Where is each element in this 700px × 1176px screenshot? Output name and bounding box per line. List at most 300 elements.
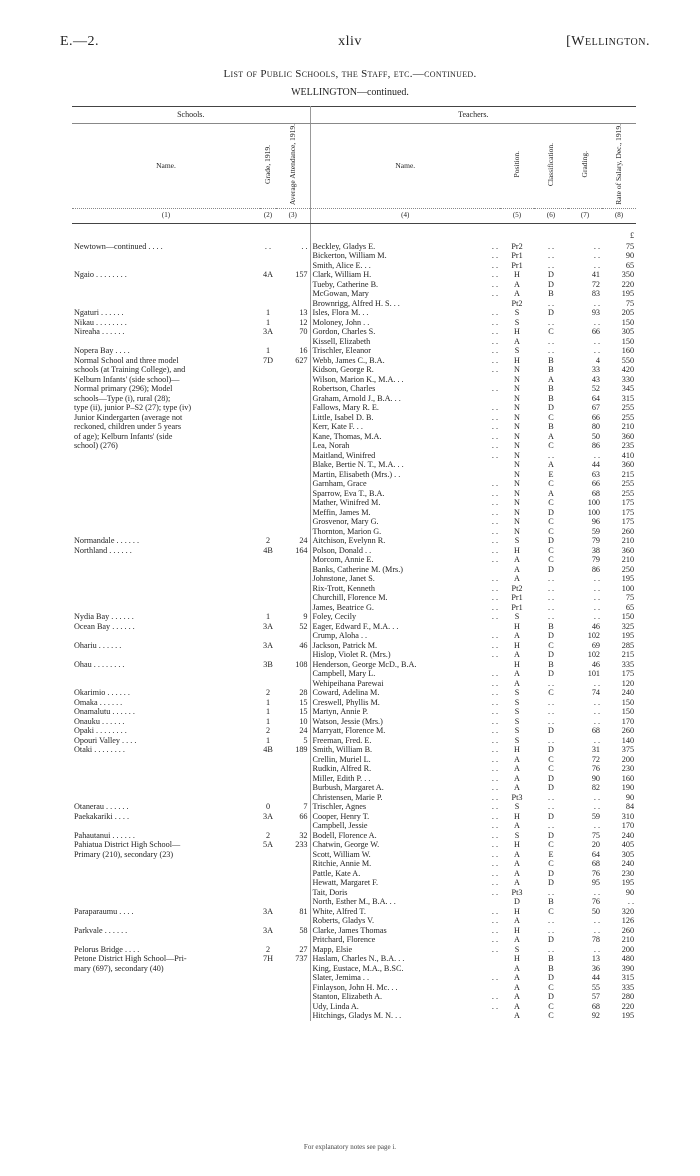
leader-dots: . . — [491, 773, 499, 783]
salary-header: Rate of Salary, Dec., 1919. — [614, 124, 624, 205]
position-cell: N — [514, 422, 520, 432]
table-row — [72, 1002, 636, 1012]
grading-cell: . . — [593, 887, 601, 897]
attendance-cell — [276, 261, 310, 271]
grade-cell — [260, 669, 276, 679]
teacher-name: Garnham, Grace — [312, 479, 367, 489]
teacher-name: Fallows, Mary R. E. — [312, 403, 379, 413]
grading-cell: . . — [593, 593, 601, 603]
leader-dots: . . — [491, 935, 499, 945]
attendance-cell — [276, 365, 310, 375]
schools-staff-table-wrapper — [72, 106, 636, 1021]
school-name-cell — [72, 679, 260, 689]
salary-cell: 90 — [625, 792, 635, 802]
table-row — [72, 612, 636, 622]
attendance-cell — [276, 251, 310, 261]
teacher-name: Eager, Edward F., M.A. . . — [312, 621, 399, 631]
salary-cell: 220 — [621, 1001, 635, 1011]
school-name-cell: type (ii), junior P–S2 (27); type (iv) — [74, 403, 192, 413]
teacher-name: Tait, Doris — [312, 887, 348, 897]
classification-cell: C — [548, 640, 554, 650]
salary-cell: 390 — [621, 963, 635, 973]
teacher-name: Clarke, James Thomas — [312, 925, 387, 935]
leader-dots: . . — [491, 450, 499, 460]
salary-cell: 240 — [621, 859, 635, 869]
footnote: For explanatory notes see page i. — [303, 1143, 397, 1151]
grade-cell: 3A — [262, 621, 273, 631]
classification-cell: . . — [547, 887, 555, 897]
table-row — [72, 327, 636, 337]
school-name-cell: reckoned, children under 5 years — [74, 422, 182, 432]
grade-cell — [260, 261, 276, 271]
attendance-cell — [276, 793, 310, 803]
leader-dots: . . — [491, 517, 499, 527]
position-cell: Pr1 — [511, 602, 523, 612]
attendance-cell: 24 — [276, 536, 310, 546]
column-number: (8) — [602, 208, 636, 223]
grade-cell — [260, 527, 276, 537]
table-row — [72, 793, 636, 803]
school-name-cell — [72, 555, 260, 565]
table-row — [72, 774, 636, 784]
position-cell: A — [514, 650, 520, 660]
salary-cell: 205 — [621, 308, 635, 318]
classification-cell: B — [548, 289, 554, 299]
position-cell: Pr1 — [511, 260, 523, 270]
grading-cell: 59 — [591, 811, 601, 821]
table-row — [72, 840, 636, 850]
grade-cell — [260, 479, 276, 489]
teacher-name-cell — [310, 251, 500, 261]
salary-cell: 120 — [621, 678, 635, 688]
attendance-cell — [276, 441, 310, 451]
classification-cell: C — [548, 441, 554, 451]
position-cell: S — [514, 317, 520, 327]
salary-cell: 195 — [621, 574, 635, 584]
position-cell: N — [514, 526, 520, 536]
teacher-name-cell — [310, 840, 500, 850]
grading-cell: 79 — [591, 555, 601, 565]
table-row — [72, 555, 636, 565]
attendance-cell — [276, 413, 310, 423]
table-row — [72, 736, 636, 746]
school-name-cell — [72, 603, 260, 613]
leader-dots: . . — [491, 811, 499, 821]
school-name-cell — [72, 755, 260, 765]
classification-cell: D — [548, 992, 554, 1002]
attendance-cell: 81 — [276, 907, 310, 917]
school-name-cell — [72, 299, 260, 309]
grade-cell — [260, 897, 276, 907]
grading-cell: 82 — [591, 783, 601, 793]
table-row — [72, 622, 636, 632]
attendance-cell — [276, 384, 310, 394]
attendance-cell — [276, 451, 310, 461]
classification-cell: . . — [547, 925, 555, 935]
grade-cell — [260, 584, 276, 594]
teacher-name: Bickerton, William M. — [312, 251, 387, 261]
table-row — [72, 422, 636, 432]
position-cell: S — [514, 944, 520, 954]
table-row — [72, 441, 636, 451]
attendance-cell: 189 — [276, 745, 310, 755]
leader-dots: . . — [491, 336, 499, 346]
teacher-name-cell — [310, 536, 500, 546]
currency-symbol: £ — [629, 230, 635, 240]
grading-cell: 76 — [591, 897, 601, 907]
grade-cell — [260, 460, 276, 470]
salary-cell: 480 — [621, 954, 635, 964]
grading-cell: 63 — [591, 469, 601, 479]
classification-cell: . . — [547, 260, 555, 270]
attendance-cell: 46 — [276, 641, 310, 651]
position-cell: A — [514, 982, 520, 992]
table-row — [72, 603, 636, 613]
position-cell: A — [514, 1011, 520, 1021]
salary-cell: 375 — [621, 745, 635, 755]
classification-cell: . . — [547, 593, 555, 603]
grade-cell — [260, 451, 276, 461]
leader-dots: . . — [491, 868, 499, 878]
leader-dots: . . — [491, 583, 499, 593]
classification-cell: C — [548, 498, 554, 508]
leader-dots: . . — [491, 431, 499, 441]
attendance-cell: 12 — [276, 318, 310, 328]
grading-cell: 90 — [591, 773, 601, 783]
attendance-cell: 10 — [276, 717, 310, 727]
grade-cell: 4B — [263, 745, 273, 755]
teacher-name-cell — [310, 356, 500, 366]
table-row — [72, 783, 636, 793]
teacher-name: Johnstone, Janet S. — [312, 574, 375, 584]
grading-cell: 68 — [591, 859, 601, 869]
salary-cell: 65 — [625, 260, 635, 270]
classification-cell: B — [548, 393, 554, 403]
teacher-name: Martyn, Annie P. — [312, 707, 369, 717]
table-row — [72, 479, 636, 489]
leader-dots: . . — [491, 792, 499, 802]
school-name-cell — [72, 774, 260, 784]
grade-cell — [260, 489, 276, 499]
position-cell: Pt3 — [511, 792, 523, 802]
grade-cell: 3A — [262, 906, 273, 916]
position-cell: H — [514, 745, 520, 755]
position-cell: Pt3 — [511, 887, 523, 897]
grade-cell — [260, 650, 276, 660]
school-name-cell — [72, 897, 260, 907]
position-cell: H — [514, 545, 520, 555]
table-row — [72, 973, 636, 983]
salary-cell: 100 — [621, 583, 635, 593]
grading-cell: 93 — [591, 308, 601, 318]
school-name-cell — [72, 289, 260, 299]
table-row — [72, 280, 636, 290]
grade-cell: 0 — [265, 802, 271, 812]
salary-cell: 220 — [621, 279, 635, 289]
teacher-name: Lea, Norah — [312, 441, 350, 451]
attendance-cell — [276, 869, 310, 879]
teacher-name: Smith, Alice E. . . — [312, 260, 371, 270]
grade-cell: 1 — [265, 735, 271, 745]
table-row — [72, 650, 636, 660]
teacher-name-cell — [310, 612, 500, 622]
classification-cell: . . — [547, 697, 555, 707]
position-cell: N — [514, 488, 520, 498]
table-row — [72, 954, 636, 964]
grade-cell — [260, 555, 276, 565]
classification-cell: . . — [547, 792, 555, 802]
school-name-cell — [72, 565, 260, 575]
grade-cell — [260, 821, 276, 831]
grade-cell — [260, 299, 276, 309]
attendance-cell: 164 — [276, 546, 310, 556]
teacher-name-cell — [310, 1002, 500, 1012]
school-name-cell: Normal primary (296); Model — [74, 384, 173, 394]
table-row — [72, 850, 636, 860]
teacher-name-cell — [310, 555, 500, 565]
table-row — [72, 631, 636, 641]
classification-cell: A — [548, 374, 554, 384]
position-cell: H — [514, 270, 520, 280]
teacher-name-cell — [310, 926, 500, 936]
teacher-name: Little, Isabel D. B. — [312, 412, 374, 422]
classification-cell: C — [548, 982, 554, 992]
teacher-name-cell — [310, 916, 500, 926]
grade-cell: 1 — [265, 308, 271, 318]
grading-cell: 100 — [587, 498, 601, 508]
classification-cell: C — [548, 859, 554, 869]
teacher-name-cell — [310, 897, 500, 907]
leader-dots: . . — [491, 593, 499, 603]
page-subtitle: WELLINGTON—continued. — [291, 87, 409, 98]
position-cell: H — [514, 840, 520, 850]
grade-cell: 3A — [262, 811, 273, 821]
salary-cell: 210 — [621, 555, 635, 565]
teacher-name-cell — [310, 964, 500, 974]
teacher-name: Clark, William H. — [312, 270, 372, 280]
teacher-name-cell — [310, 736, 500, 746]
school-name-cell — [72, 1002, 260, 1012]
attendance-cell: 16 — [276, 346, 310, 356]
school-name-cell: Nydia Bay . . . . . . — [74, 612, 134, 622]
classification-cell: C — [548, 1001, 554, 1011]
salary-cell: 260 — [621, 726, 635, 736]
attendance-cell: 13 — [276, 308, 310, 318]
school-name-cell: Otanerau . . . . . . — [74, 802, 129, 812]
position-cell: N — [514, 469, 520, 479]
attendance-cell: 9 — [276, 612, 310, 622]
table-row — [72, 289, 636, 299]
teacher-name-cell — [310, 270, 500, 280]
teacher-name: Aitchison, Evelynn R. — [312, 536, 386, 546]
position-cell: A — [514, 764, 520, 774]
salary-cell: 550 — [621, 355, 635, 365]
teacher-name: Kidson, George R. — [312, 365, 374, 375]
leader-dots: . . — [491, 669, 499, 679]
grading-cell: . . — [593, 574, 601, 584]
table-row — [72, 584, 636, 594]
teacher-name: Christensen, Marie P. — [312, 792, 383, 802]
attendance-cell — [276, 498, 310, 508]
grade-cell — [260, 783, 276, 793]
classification-cell: B — [548, 355, 554, 365]
salary-cell: 210 — [621, 536, 635, 546]
classification-cell: . . — [547, 317, 555, 327]
teacher-name: McGowan, Mary — [312, 289, 369, 299]
classification-cell: . . — [547, 583, 555, 593]
teacher-name-cell — [310, 698, 500, 708]
attendance-cell — [276, 755, 310, 765]
grade-cell — [260, 916, 276, 926]
classification-cell: D — [548, 507, 554, 517]
grade-cell: 7H — [262, 954, 273, 964]
teacher-name: Morcom, Annie E. — [312, 555, 374, 565]
classification-cell: B — [548, 897, 554, 907]
classification-cell: B — [548, 954, 554, 964]
teacher-name: Foley, Cecily — [312, 612, 357, 622]
school-name-cell: schools—Type (i), rural (28); — [74, 393, 171, 403]
attendance-cell: 15 — [276, 707, 310, 717]
leader-dots: . . — [491, 887, 499, 897]
salary-cell: 235 — [621, 441, 635, 451]
teacher-name-cell — [310, 774, 500, 784]
table-row — [72, 318, 636, 328]
classification-cell: C — [548, 517, 554, 527]
school-name-cell: Northland . . . . . . — [74, 545, 132, 555]
classification-cell: D — [548, 830, 554, 840]
teacher-name: Freeman, Fred. E. — [312, 735, 372, 745]
leader-dots: . . — [491, 830, 499, 840]
teacher-name: Sparrow, Eva T., B.A. — [312, 488, 385, 498]
teacher-name: Webb, James C., B.A. — [312, 355, 385, 365]
grade-cell — [260, 850, 276, 860]
teacher-name-cell — [310, 622, 500, 632]
position-cell: A — [514, 878, 520, 888]
teacher-name-cell — [310, 242, 500, 252]
classification-cell: C — [548, 1011, 554, 1021]
grade-cell — [260, 517, 276, 527]
salary-cell: 195 — [621, 1011, 635, 1021]
grading-cell: 100 — [587, 507, 601, 517]
position-cell: N — [514, 517, 520, 527]
teacher-name-cell — [310, 384, 500, 394]
position-cell: A — [514, 859, 520, 869]
teacher-name: Martin, Elisabeth (Mrs.) . . — [312, 469, 401, 479]
attendance-cell — [276, 565, 310, 575]
teacher-name: Mapp, Elsie — [312, 944, 353, 954]
classification-cell: . . — [547, 802, 555, 812]
attendance-cell: 66 — [276, 812, 310, 822]
grading-cell: 33 — [591, 365, 601, 375]
grade-cell — [260, 755, 276, 765]
teacher-name: Robertson, Charles — [312, 384, 376, 394]
leader-dots: . . — [491, 507, 499, 517]
teacher-name-cell — [310, 641, 500, 651]
salary-cell: 175 — [621, 517, 635, 527]
grade-cell — [260, 441, 276, 451]
teacher-name-cell — [310, 479, 500, 489]
attendance-cell — [276, 859, 310, 869]
leader-dots: . . — [491, 754, 499, 764]
leader-dots: . . — [491, 355, 499, 365]
grading-cell: 80 — [591, 422, 601, 432]
table-row — [72, 489, 636, 499]
column-number: (4) — [310, 208, 500, 223]
position-cell: S — [514, 707, 520, 717]
teacher-name-cell — [310, 403, 500, 413]
teacher-name: Mather, Winifred M. — [312, 498, 381, 508]
grading-cell: 31 — [591, 745, 601, 755]
position-cell: A — [514, 783, 520, 793]
position-cell: S — [514, 802, 520, 812]
table-row — [72, 517, 636, 527]
table-body — [72, 223, 636, 1021]
attendance-cell — [276, 888, 310, 898]
salary-cell: 150 — [621, 317, 635, 327]
table-row — [72, 432, 636, 442]
teacher-name-cell — [310, 413, 500, 423]
salary-cell: 200 — [621, 944, 635, 954]
teacher-name: Crellin, Muriel L. — [312, 754, 371, 764]
teacher-name: North, Esther M., B.A. . . — [312, 897, 396, 907]
salary-cell: 90 — [625, 251, 635, 261]
teacher-name: Wilson, Marion K., M.A. . . — [312, 374, 404, 384]
salary-cell: 195 — [621, 289, 635, 299]
grade-cell: 3B — [263, 659, 273, 669]
grade-cell — [260, 565, 276, 575]
classification-cell: B — [548, 659, 554, 669]
grade-cell — [260, 964, 276, 974]
school-name-cell: Nikau . . . . . . . . — [74, 317, 127, 327]
grading-cell: 86 — [591, 564, 601, 574]
teacher-name: Roberts, Gladys V. — [312, 916, 375, 926]
teacher-name-cell — [310, 983, 500, 993]
table-row — [72, 384, 636, 394]
school-name-cell — [72, 527, 260, 537]
leader-dots: . . — [491, 602, 499, 612]
table-row — [72, 726, 636, 736]
classification-cell: . . — [547, 450, 555, 460]
grading-cell: 41 — [591, 270, 601, 280]
table-row — [72, 413, 636, 423]
leader-dots: . . — [491, 365, 499, 375]
table-row — [72, 964, 636, 974]
teacher-name-cell — [310, 821, 500, 831]
teacher-name: Campbell, Jessie — [312, 821, 368, 831]
leader-dots: . . — [491, 270, 499, 280]
teacher-name-cell — [310, 631, 500, 641]
classification-cell: C — [548, 840, 554, 850]
attendance-cell: 58 — [276, 926, 310, 936]
salary-cell: 405 — [621, 840, 635, 850]
school-name-cell — [72, 517, 260, 527]
salary-cell: 126 — [621, 916, 635, 926]
grade-cell: 2 — [265, 726, 271, 736]
school-name-cell — [72, 935, 260, 945]
teacher-name: Kissell, Elizabeth — [312, 336, 371, 346]
grade-header: Grade, 1919. — [263, 145, 272, 185]
salary-cell: 255 — [621, 488, 635, 498]
leader-dots: . . — [491, 260, 499, 270]
attendance-cell — [276, 432, 310, 442]
grade-cell: 2 — [265, 944, 271, 954]
salary-cell: 150 — [621, 612, 635, 622]
teacher-name-cell — [310, 289, 500, 299]
grading-cell: . . — [593, 602, 601, 612]
table-row — [72, 802, 636, 812]
grading-cell: 83 — [591, 289, 601, 299]
table-row — [72, 527, 636, 537]
